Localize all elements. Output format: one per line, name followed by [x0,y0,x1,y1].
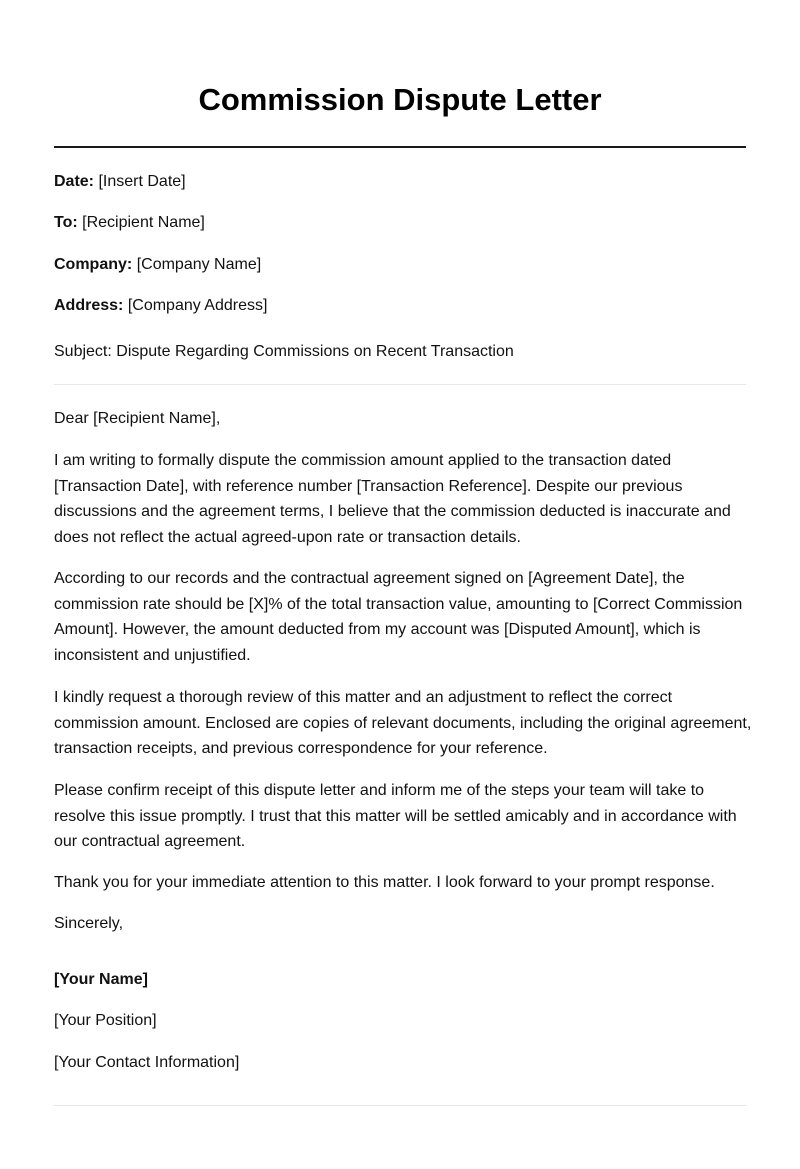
section-divider [54,384,746,385]
company-field [54,255,746,275]
date-value: [Insert Date] [98,173,186,190]
body-paragraph: I kindly request a thorough review of this matter and an adjustment to reflect the correct commission amount. Enclosed are copies of relevant documents, including the original agreement, transaction receipts, and previous correspondence for your reference. [54,689,752,757]
address-label: Address: [54,297,124,314]
body-paragraph: I am writing to formally dispute the commission amount applied to the transaction dated [Transaction Date], with reference number [Transaction Reference]. Despite our previous discussions and the agreement terms, I believe that the commission deducted is inaccurate and does not reflect the actual agreed-upon rate or transaction details. [54,452,731,546]
signature-position: [Your Position] [54,1012,157,1029]
body-paragraph: According to our records and the contractual agreement signed on [Agreement Date], the commission rate should be [X]% of the total transaction value, amounting to [Correct Commission Amount]. However, the amount deducted from my account was [Disputed Amount], which is inconsistent and unjustified. [54,570,743,664]
to-label: To: [54,214,78,231]
address-value: [Company Address] [127,297,268,314]
company-label: Company: [54,256,133,273]
title-divider [54,146,746,148]
to-value: [Recipient Name] [82,214,205,231]
date-field [54,172,746,192]
date-label: Date: [54,173,95,190]
body-paragraph: Please confirm receipt of this dispute letter and inform me of the steps your team will take to resolve this issue promptly. I trust that this matter will be settled amicably and in accordance with our contractual agreement. [54,782,737,850]
footer-divider [54,1105,746,1106]
salutation: Dear [Recipient Name], [54,410,221,427]
signature-contact: [Your Contact Information] [54,1054,240,1071]
closing: Sincerely, [54,915,124,932]
to-field [54,213,746,233]
subject-line: Subject: Dispute Regarding Commissions on Recent Transaction [54,343,514,360]
page-title: Commission Dispute Letter [198,82,602,117]
address-field [54,296,746,316]
body-paragraph: Thank you for your immediate attention to this matter. I look forward to your prompt response. [54,874,715,891]
signature-name: [Your Name] [54,971,148,988]
company-value: [Company Name] [136,256,262,273]
